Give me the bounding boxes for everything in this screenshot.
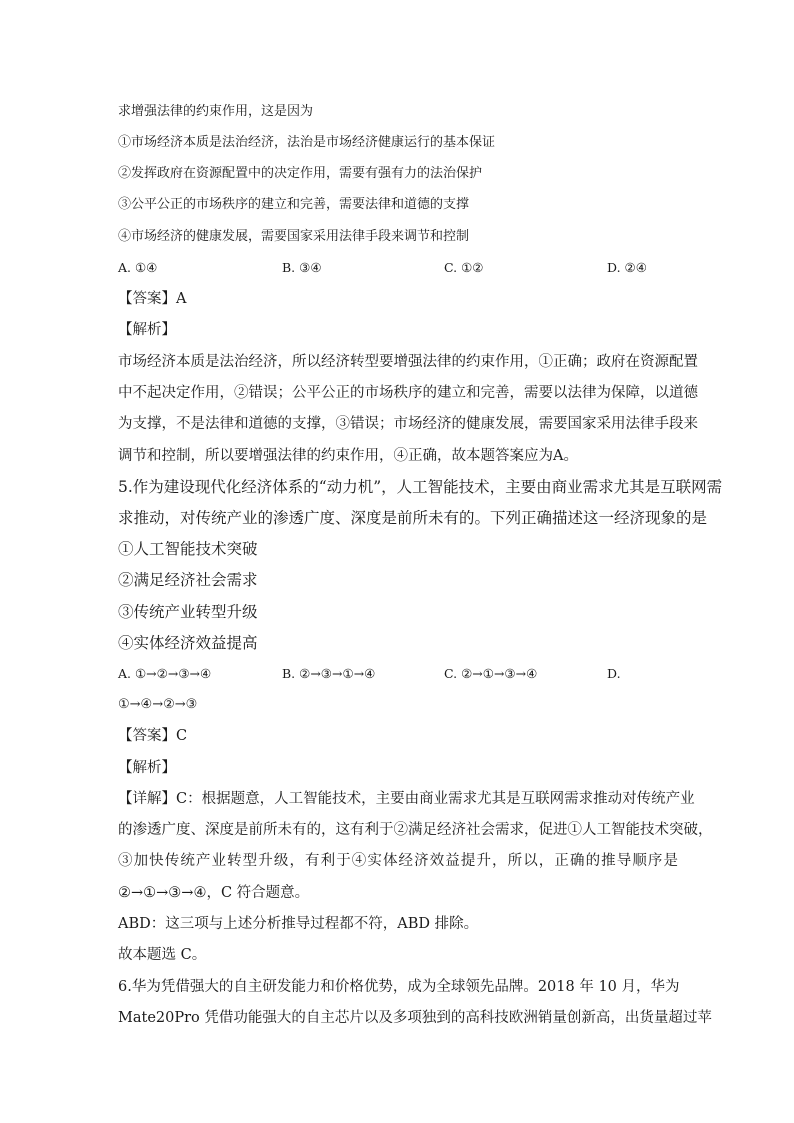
q4-analysis-line: 市场经济本质是法治经济，所以经济转型要增强法律的约束作用，①正确；政府在资源配置	[118, 354, 698, 370]
q5-stem-line: 求推动，对传统产业的渗透广度、深度是前所未有的。下列正确描述这一经济现象的是	[118, 509, 708, 527]
q4-statement-3: ③公平公正的市场秩序的建立和完善，需要法律和道德的支撑	[118, 197, 470, 212]
q5-detail-line: 【详解】C：根据题意，人工智能技术，主要由商业需求尤其是互联网需求推动对传统产业	[118, 791, 695, 807]
q5-option-b: B. ②→③→①→④	[282, 666, 376, 681]
q4-stem-tail: 求增强法律的约束作用，这是因为	[118, 104, 314, 119]
q5-options	[118, 664, 678, 684]
q5-option-d-value: ①→④→②→③	[118, 697, 198, 712]
q6-stem-line: Mate20Pro 凭借功能强大的自主芯片以及多项独到的高科技欧洲销量创新高，出货量超过苹	[118, 1010, 712, 1026]
q4-analysis-line: 为支撑，不是法律和道德的支撑，③错误；市场经济的健康发展，需要国家采用法律手段来	[118, 416, 698, 432]
q4-option-d: D. ②④	[607, 260, 647, 275]
q4-statement-1: ①市场经济本质是法治经济，法治是市场经济健康运行的基本保证	[118, 135, 496, 150]
q4-answer: 【答案】A	[118, 291, 187, 307]
q4-analysis-line: 调节和控制，所以要增强法律的约束作用，④正确，故本题答案应为A。	[118, 448, 578, 464]
q5-detail-line: ③加快传统产业转型升级，有利于④实体经济效益提升，所以，正确的推导顺序是	[118, 853, 678, 869]
q4-option-c: C. ①②	[444, 260, 484, 275]
q5-option-a: A. ①→②→③→④	[118, 666, 212, 681]
q5-answer: 【答案】C	[118, 728, 188, 744]
q4-analysis-line: 中不起决定作用，②错误；公平公正的市场秩序的建立和完善，需要以法律为保障，以道德	[118, 385, 698, 401]
q4-option-b: B. ③④	[282, 260, 322, 275]
q5-option-c: C. ②→①→③→④	[444, 666, 538, 681]
q5-statement-3: ③传统产业转型升级	[118, 603, 258, 621]
q4-statement-2: ②发挥政府在资源配置中的决定作用，需要有强有力的法治保护	[118, 166, 483, 181]
q4-option-a: A. ①④	[118, 260, 158, 275]
q4-statement-4: ④市场经济的健康发展，需要国家采用法律手段来调节和控制	[118, 229, 470, 244]
q5-statement-2: ②满足经济社会需求	[118, 571, 258, 589]
q4-options	[118, 258, 678, 278]
q5-statement-4: ④实体经济效益提高	[118, 634, 258, 652]
q5-abd-note: ABD：这三项与上述分析推导过程都不符，ABD 排除。	[118, 916, 479, 932]
q5-conclusion: 故本题选 C。	[118, 947, 207, 963]
q5-stem-line: 5.作为建设现代化经济体系的“动力机”，人工智能技术，主要由商业需求尤其是互联网需	[118, 478, 723, 496]
q5-statement-1: ①人工智能技术突破	[118, 540, 258, 558]
q5-analysis-label: 【解析】	[118, 760, 176, 776]
q5-detail-line: ②→①→③→④，C 符合题意。	[118, 885, 310, 901]
q5-detail-line: 的渗透广度、深度是前所未有的，这有利于②满足经济社会需求，促进①人工智能技术突破，	[118, 822, 713, 838]
q4-analysis-label: 【解析】	[118, 322, 176, 338]
q5-option-d: D.	[607, 666, 621, 681]
q6-stem-line: 6.华为凭借强大的自主研发能力和价格优势，成为全球领先品牌。2018 年 10 月，华为	[118, 979, 680, 995]
